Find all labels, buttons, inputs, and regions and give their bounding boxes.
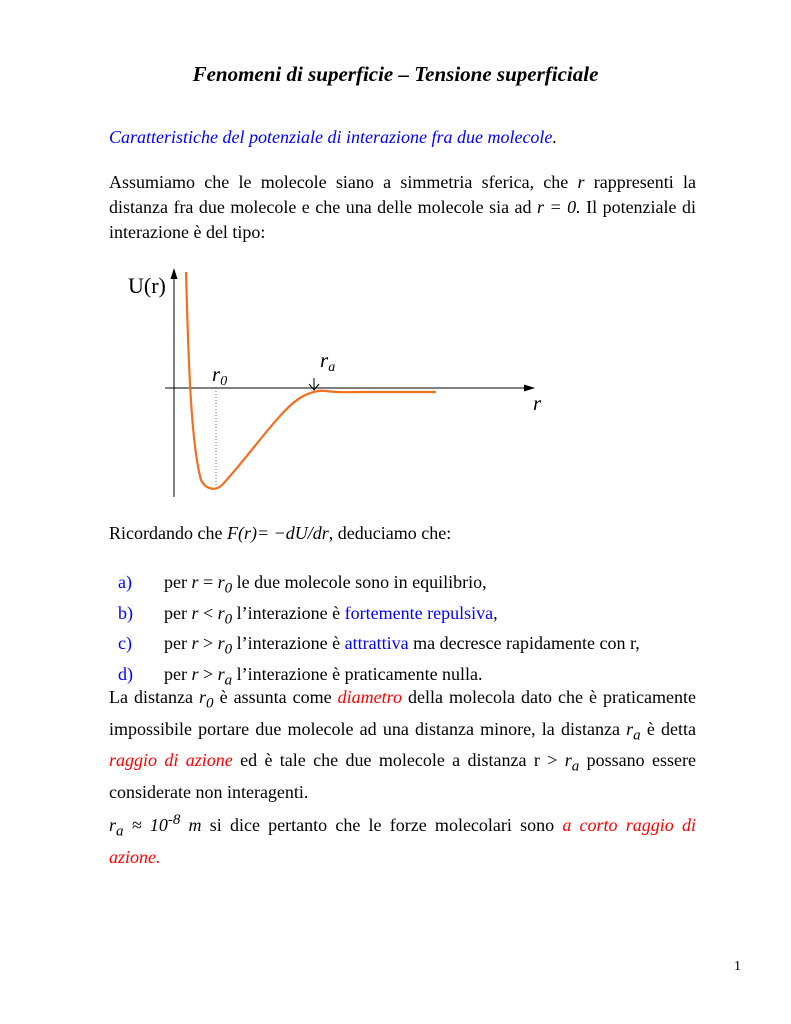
ra-label: ra xyxy=(320,348,336,375)
x-axis-label: r xyxy=(533,391,542,415)
list-item: d) per $r > r_a$ l’interazione è praticamente nulla. xyxy=(118,663,483,689)
y-axis-label: U(r) xyxy=(128,273,166,298)
range-paragraph: $r_a \approx 10^{-8}$ m si dice pertanto che le forze molecolari sono a corto raggio di azione. xyxy=(109,812,696,867)
subtitle-period: . xyxy=(552,127,557,147)
list-item: b) per $r < r_0$ l’interazione è fortemente repulsiva, xyxy=(118,602,498,628)
list-item: a) per $r = r_0$ le due molecole sono in equilibrio, xyxy=(118,572,487,597)
r0-label: r0 xyxy=(212,362,228,389)
subtitle-text: Caratteristiche del potenziale di interazione fra due molecole xyxy=(109,127,553,147)
intro-paragraph: Assumiamo che le molecole siano a simmetria sferica, che r rappresenti la distanza fra due molecole e che una delle molecole sia ad r = 0. Il potenziale di interazione è del tipo: xyxy=(109,172,697,242)
y-axis-arrow xyxy=(171,268,178,279)
conditions-list xyxy=(118,570,718,692)
ricordando-line: Ricordando che F(r)= −dU/dr, deduciamo che: xyxy=(109,523,452,543)
page-number: 1 xyxy=(734,959,741,974)
page-title: Fenomeni di superficie – Tensione superficiale xyxy=(192,62,599,86)
list-item: c) per $r > r_0$ l’interazione è attrattiva ma decresce rapidamente con r, xyxy=(118,633,640,658)
diameter-paragraph: La distanza $r_0$ è assunta come diametro della molecola dato che è praticamente impossibile portare due molecole ad una distanza minore, la distanza $r_a$ è detta raggio di azione ed è tale che due molecole a distanza $r > r_a$ possano essere considerate non interagenti. xyxy=(109,687,696,802)
